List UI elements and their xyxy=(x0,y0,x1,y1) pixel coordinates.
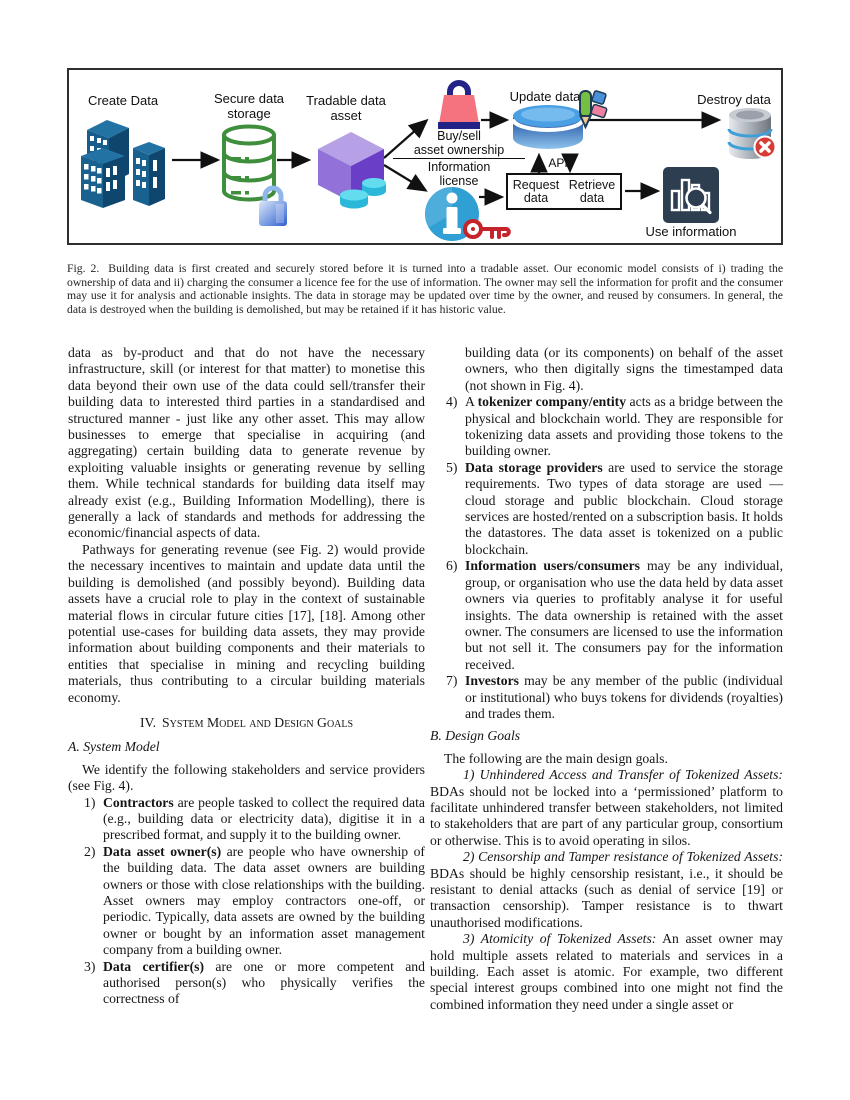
paragraph: data as by-product and that do not have the necessary infrastructure, skill (or interest for that matter) to monetise this data beyond their own use of the data could sell/transfer their building data to interested third parties in a standardised and structured manner - just like any other asset. This may allow businesses to emerge that specialise in acquiring (and aggregating) certain building data to generate revenue by exploiting valuable insights or generating revenue by selling them. While technical standards for building data itself may already exist (e.g., Building Information Modelling), there is generally a lack of standards and methods for addressing the economic/financial aspects of data. xyxy=(68,345,425,541)
create-data-label: Create Data xyxy=(87,93,159,108)
left-column xyxy=(68,345,425,1008)
paragraph: We identify the following stakeholders and service providers (see Fig. 4). xyxy=(68,761,425,794)
section-heading xyxy=(68,715,425,731)
design-goal: 1) Unhindered Access and Transfer of Tokenized Assets: BDAs should not be locked into a ‘permissioned’ platform to facilitate unhindered transfer between stakeholders, not limited to stakeholders that are part of any particular group, consortium or otherwise. This is to avoid operating in silos. xyxy=(430,767,783,848)
information-license-icon xyxy=(424,184,514,246)
buy-sell-bag-icon xyxy=(437,75,481,133)
list-item: 4) A tokenizer company/entity acts as a bridge between the physical and blockchain world. They are responsible for tokenizing data assets and providing those tokens to the building owner. xyxy=(446,394,783,459)
tradable-asset-label: Tradable data asset xyxy=(306,93,386,123)
list-item: 2) Data asset owner(s) are people who have ownership of the building data. The data asset owners are building owners or those with close relationships with the building. Asset owners may employ contractors one-off, or periodic. Typically, data assets are owned by the building owner or bought by an information asset management company from a building owner. xyxy=(84,843,425,958)
update-database-icon xyxy=(510,104,586,152)
api-request-retrieve-box xyxy=(506,173,622,210)
update-data-label: Update data xyxy=(509,89,581,104)
buy-sell-line1: Buy/sell xyxy=(437,129,481,143)
buildings-icon xyxy=(77,108,177,210)
paragraph: Pathways for generating revenue (see Fig. 2) would provide the necessary incentives to maintain and update data until the building is demolished (and possibly beyond). Building data assets have a crucial role to play in the context of sustainable material flows in circular future cities [17], [18]. Among other potential use-cases for building data assets, they may provide information about building components and their materials to entities that specialise in mining and recycling building materials, thus contributing to a circular building materials economy. xyxy=(68,541,425,705)
right-column xyxy=(430,345,783,1013)
secure-storage-label: Secure data storage xyxy=(213,91,285,121)
list-item: 5) Data storage providers are used to service the storage requirements. Two types of data storage are used — cloud storage and public blockchain. Cloud storage services are hosted/rented on a subscription basis. It holds the datastores. The data asset is tokenized on a public blockchain. xyxy=(446,459,784,557)
list-item-continuation: building data (or its components) on behalf of the asset owners, who then digitally signs the timestamped data (not shown in Fig. 4). xyxy=(465,345,783,393)
list-item: 1) Contractors are people tasked to collect the required data (e.g., building data or electricity data), digitise it in a prescribed format, and supply it to the building owner. xyxy=(84,794,425,843)
section-title: System Model and Design Goals xyxy=(162,714,354,730)
subsection-heading-b: B. Design Goals xyxy=(430,728,521,744)
info-dot xyxy=(447,193,458,204)
use-information-label: Use information xyxy=(645,224,737,239)
information-license-line1: Information xyxy=(427,160,491,174)
padlock-icon xyxy=(255,179,291,229)
figure-caption xyxy=(67,262,783,317)
use-information-icon xyxy=(663,167,719,223)
buy-sell-line2: asset ownership xyxy=(393,143,525,159)
destroy-data-label: Destroy data xyxy=(697,92,771,107)
paragraph: The following are the main design goals. xyxy=(444,750,668,766)
request-data-label: Request data xyxy=(512,177,560,205)
list-item: 6) Information users/consumers may be any individual, group, or organisation who use the data held by data asset owners via queries to profitably analyse it for useful insights. The data ownership is retained with the asset owner. The consumers are licensed to use the information but not sell it. The consumers pay for the information received. xyxy=(446,558,783,672)
edit-tools-icon xyxy=(577,89,609,129)
data-asset-cube-icon xyxy=(312,128,390,212)
retrieve-data-label: Retrieve data xyxy=(568,177,616,205)
list-item: 3) Data certifier(s) are one or more competent and authorised person(s) who physically verifies the correctness of xyxy=(84,958,425,1007)
api-label: API xyxy=(548,156,568,170)
information-license-line2: license xyxy=(439,174,479,188)
list-item: 7) Investors may be any member of the public (individual or institutional) who buys tokens for dividends (royalties) and trades them. xyxy=(446,673,783,721)
figure-caption-text: Building data is first created and securely stored before it is turned into a tradable asset. Our economic model consists of i) trading the ownership of data and ii) charging the consumer a licence fee for the use of information. The owner may sell the information for profit and the consumer may use it for analysis and actionable insights. The data in storage may be updated over time by the owner, and reused by consumers. In general, the data is destroyed when the building is demolished, but may be retained if it has historic value. xyxy=(67,262,784,317)
subsection-heading-a: A. System Model xyxy=(68,739,160,755)
figure-caption-tag: Fig. 2. xyxy=(67,262,100,275)
section-number: IV. xyxy=(139,714,157,730)
destroy-database-icon xyxy=(724,106,776,164)
design-goal: 2) Censorship and Tamper resistance of Tokenized Assets: BDAs should be highly censorship resistant, i.e., it should be resistant to denial attacks (such as denial of service [19] or transaction censorship). Tamper resistance is to thwart unauthorised modifications. xyxy=(430,849,783,930)
design-goal: 3) Atomicity of Tokenized Assets: An asset owner may hold multiple assets related to materials and services in a building. Each asset is atomic. For example, two different special interest groups combined into one might not find the combined information they need under a single asset or xyxy=(430,931,783,1012)
figure-2 xyxy=(67,68,783,245)
